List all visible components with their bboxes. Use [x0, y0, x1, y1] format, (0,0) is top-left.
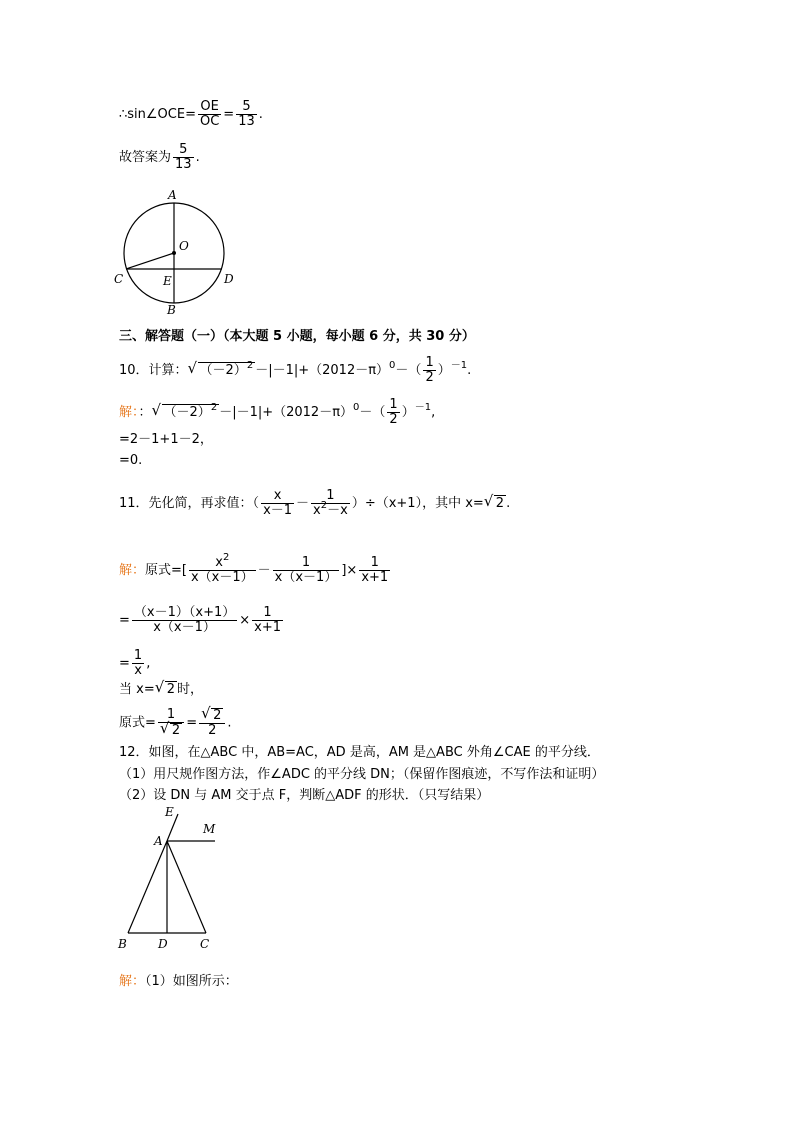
q10-half: $\frac{1}{2}$: [425, 355, 434, 385]
solution-12: 解：（1）如图所示：: [119, 974, 238, 989]
label-c: C: [114, 272, 124, 286]
s10-step1: =2－1+1－2，: [119, 432, 213, 447]
label-c-point: C: [200, 937, 210, 951]
label-a-point: A: [154, 834, 163, 848]
s10-step2: =0.: [119, 453, 143, 468]
label-d-point: D: [158, 937, 168, 951]
question-12-line2: （1）用尺规作图方法，作∠ADC 的平分线 DN；（保留作图痕迹，不写作法和证明）: [119, 767, 605, 782]
question-12-line3: （2）设 DN 与 AM 交于点 F，判断△ADF 的形状．（只写结果）: [119, 788, 490, 803]
side-ac: [167, 841, 206, 933]
circle-diagram: [112, 186, 242, 318]
label-b-point: B: [118, 937, 127, 951]
sin-ratio-line: ∴sin∠OCE= $\frac{OE}{OC}$ = $\frac{5}{13}$ .: [119, 99, 263, 129]
label-o: O: [179, 239, 189, 253]
label-a: A: [168, 188, 177, 202]
question-12-line1: 12．如图，在△ABC 中，AB=AC，AD 是高，AM 是△ABC 外角∠CAE 的平分线．: [119, 745, 600, 760]
solution-11-line4: 当 x= √ 2 时，: [119, 678, 204, 697]
sin-prefix: ∴sin∠OCE=: [119, 107, 196, 122]
triangle-diagram: [112, 802, 228, 952]
solution-11-line5: 原式= 1 √ 2 = √ 2 2 .: [119, 704, 232, 738]
label-m-point: M: [203, 822, 216, 836]
s10-half: $\frac{1}{2}$: [389, 397, 398, 427]
label-e-point: E: [165, 805, 174, 819]
fraction-oe-oc: $\frac{OE}{OC}$: [199, 99, 220, 129]
answer-fraction: $\frac{5}{13}$: [175, 142, 192, 172]
solution-label: 解：: [119, 405, 139, 420]
label-d: D: [224, 272, 234, 286]
answer-line: 故答案为 $\frac{5}{13}$ .: [119, 142, 200, 172]
center-point: [172, 251, 176, 255]
q11-sqrt2: √ 2: [483, 492, 505, 511]
section-header: 三、解答题（一）（本大题 5 小题，每小题 6 分，共 30 分）: [119, 329, 475, 344]
solution-11-line2: = $\frac{(x-1)(x+1)}{x(x-1)}$ × $\frac{1}{x+1}$: [119, 605, 281, 635]
solution-10: 解：： √ $(-2)^2 -|-1|+(2012-\pi)^0-$（ $\frac{1}{2}$ ）$^{-1}$,: [119, 397, 436, 427]
solution-11-line1: 解：原式=[ $\frac{x^2}{x(x-1)}$ － $\frac{1}{x(x-1)}$ ]× $\frac{1}{x+1}$: [119, 552, 389, 585]
side-ab: [128, 841, 167, 933]
q10-sqrt: √ $(-2)^2$: [187, 359, 254, 378]
fraction-5-13: $\frac{5}{13}$: [238, 99, 255, 129]
question-11: 11．先化简，再求值：（ $\frac{x}{x-1}$ － $\frac{1}{x^2-x}$ ）÷（x+1），其中 x= √ 2 .: [119, 488, 511, 518]
label-b: B: [167, 303, 176, 317]
radius-oc: [126, 253, 174, 269]
question-10: 10．计算： √ $(-2)^2 -|-1|+(2012-\pi)^0-$（ $\frac{1}{2}$ ）$^{-1}$.: [119, 355, 472, 385]
solution-11-line3: = $\frac{1}{x}$ ,: [119, 648, 151, 678]
s10-sqrt: √ $(-2)^2$: [151, 401, 218, 420]
label-e: E: [163, 274, 172, 288]
